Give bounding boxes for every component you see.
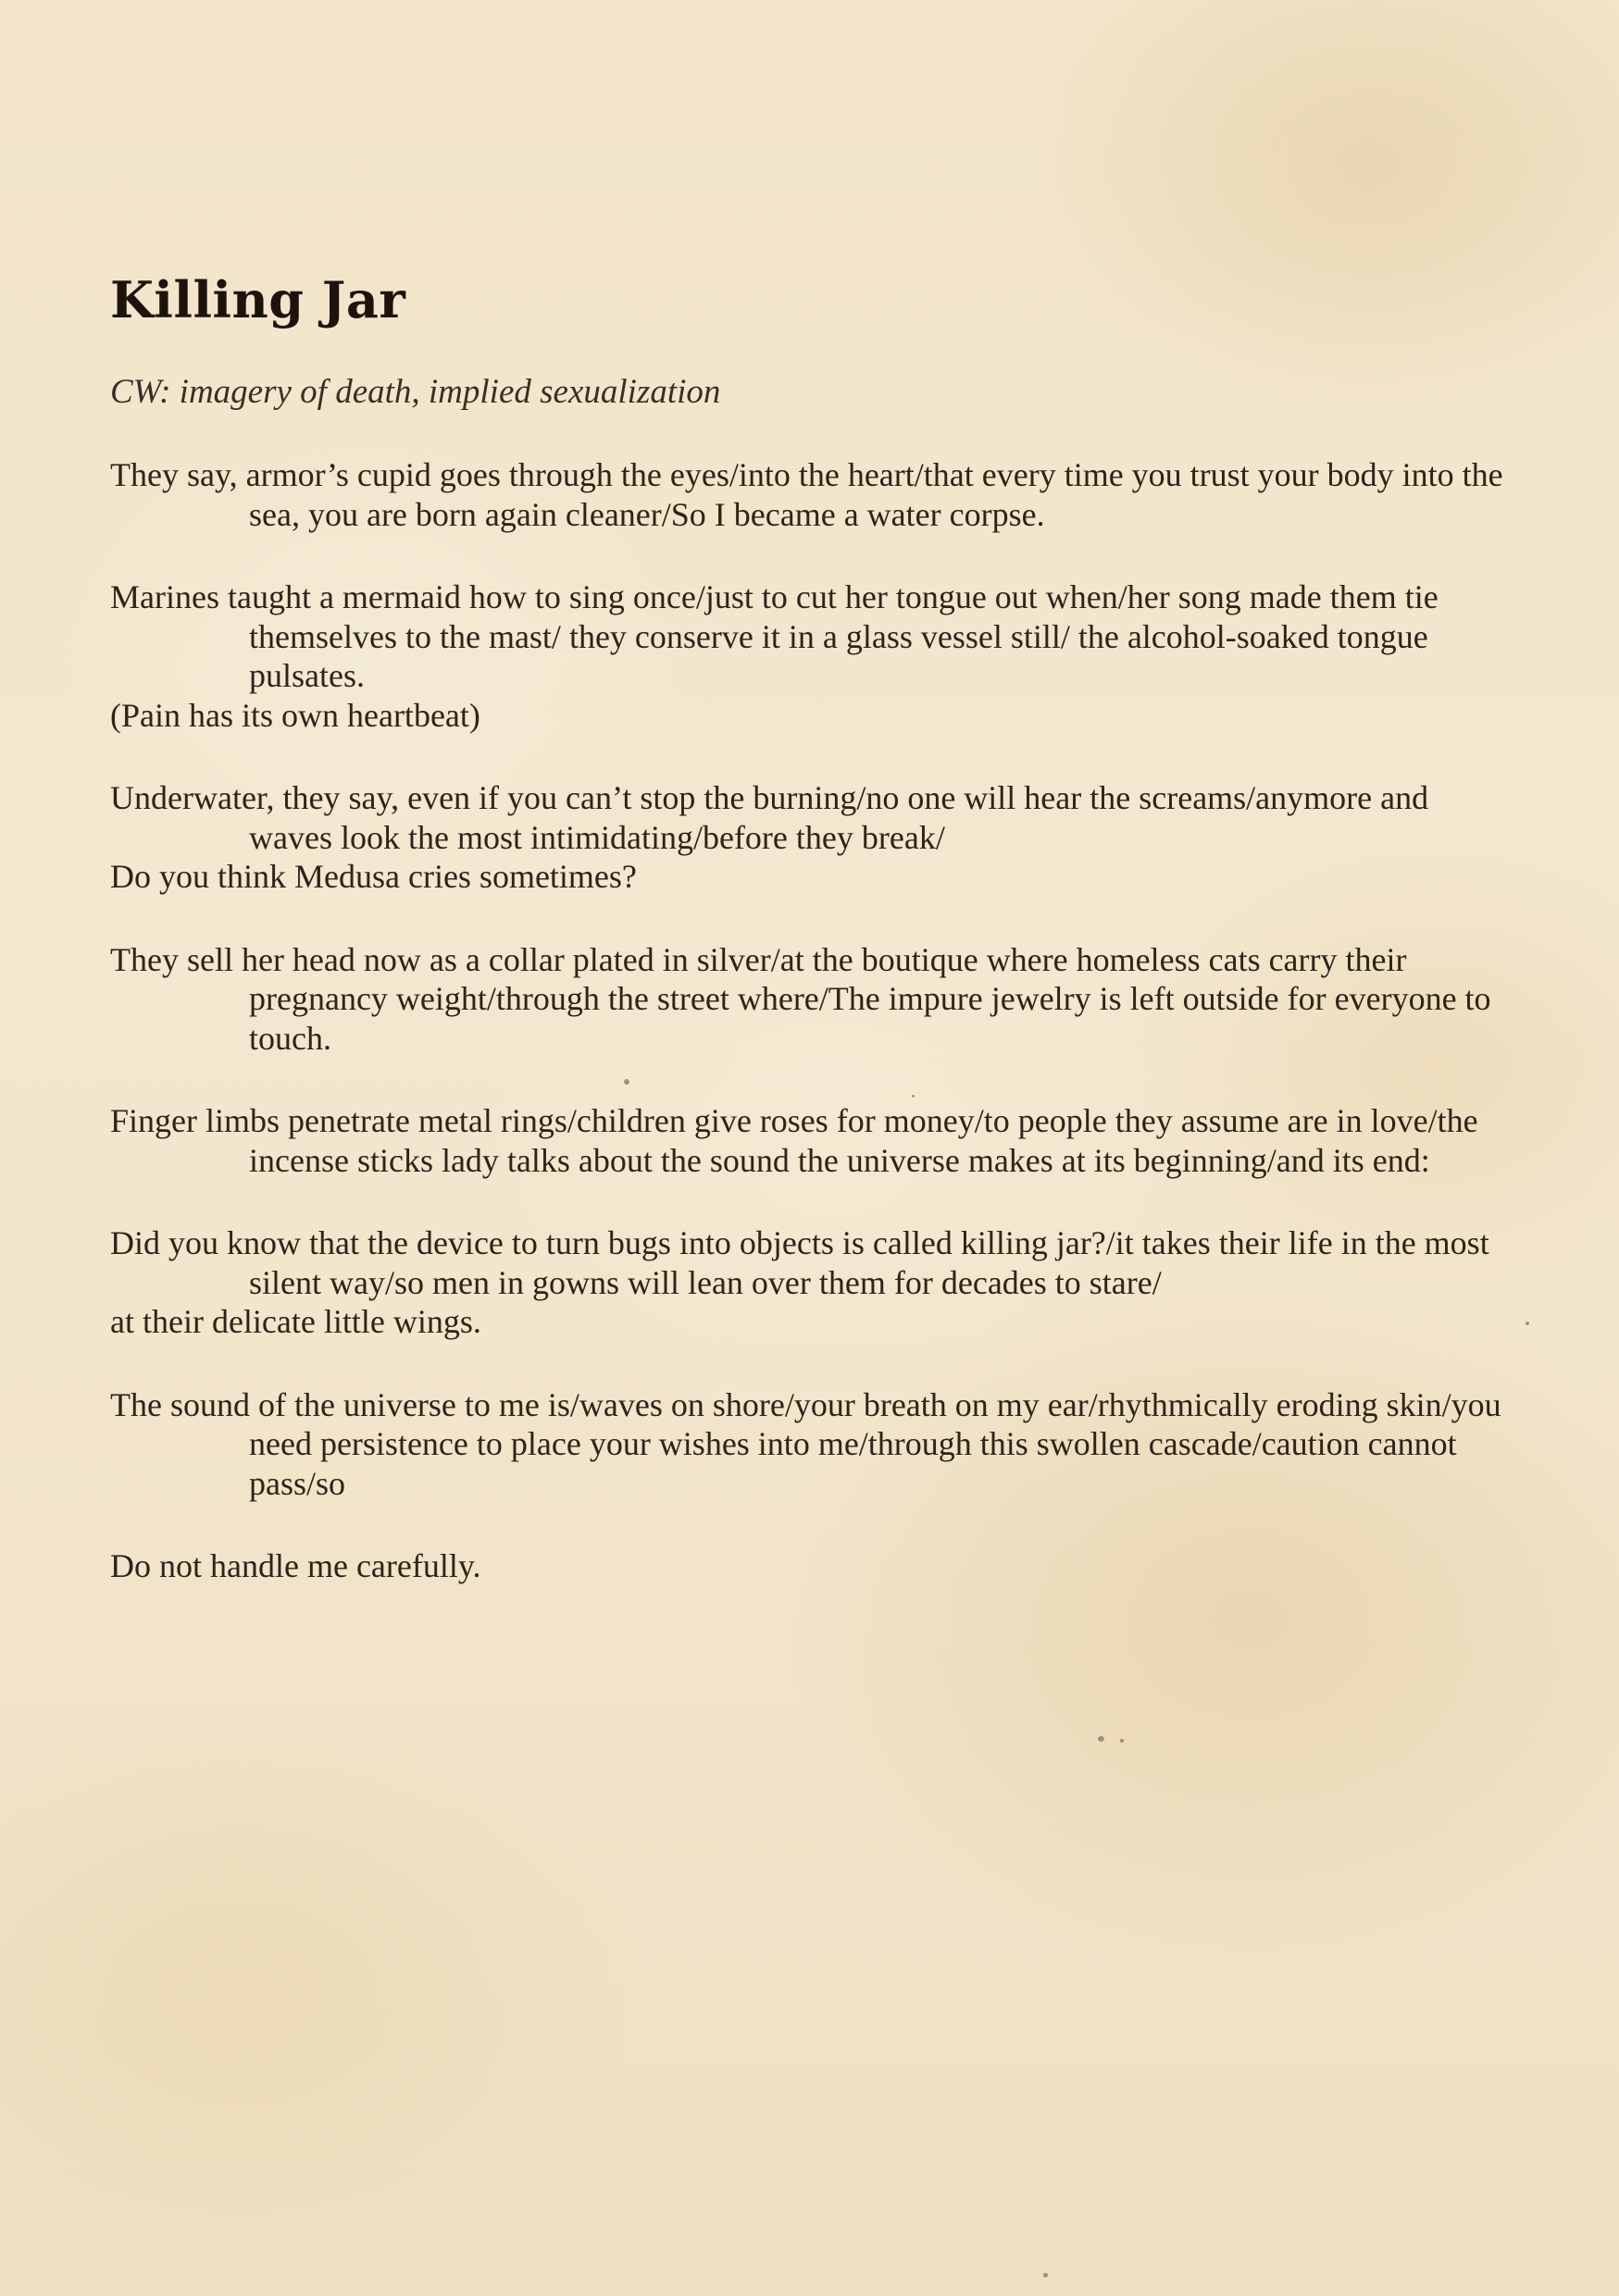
stanza-line: Finger limbs penetrate metal rings/children give roses for money/to people they assume are in love/the incense sticks lady talks about the sound the universe makes at its beginning/and its end: xyxy=(110,1102,1478,1179)
stanza-8 xyxy=(110,1546,1517,1586)
stanza-7 xyxy=(110,1385,1517,1504)
stanza-4 xyxy=(110,940,1517,1059)
paper-speck xyxy=(1120,1739,1124,1743)
paper-speck xyxy=(912,1095,915,1098)
stanza-line: They say, armor’s cupid goes through the eyes/into the heart/that every time you trust your body into the sea, you are born again cleaner/So I became a water corpse. xyxy=(110,456,1503,533)
stanza-line: Did you know that the device to turn bugs into objects is called killing jar?/it takes their life in the most silent way/so men in gowns will lean over them for decades to stare/ xyxy=(110,1224,1489,1301)
content-warning: CW: imagery of death, implied sexualization xyxy=(110,373,721,411)
paper-speck xyxy=(624,1079,629,1085)
poem-title: Killing Jar xyxy=(110,270,406,329)
paper-speck xyxy=(1043,2273,1048,2277)
stanza-line: (Pain has its own heartbeat) xyxy=(110,696,480,734)
poem-body xyxy=(110,455,1517,1630)
stanza-2 xyxy=(110,577,1517,735)
stanza-line: Do not handle me carefully. xyxy=(110,1547,481,1584)
stanza-line: at their delicate little wings. xyxy=(110,1303,481,1340)
stanza-6 xyxy=(110,1223,1517,1342)
paper-speck xyxy=(1526,1322,1529,1325)
stanza-1 xyxy=(110,455,1517,534)
stanza-line: Do you think Medusa cries sometimes? xyxy=(110,858,637,895)
stanza-line: Underwater, they say, even if you can’t stop the burning/no one will hear the screams/anymore and waves look the most intimidating/before they break/ xyxy=(110,779,1429,856)
stanza-5 xyxy=(110,1101,1517,1180)
stanza-line: They sell her head now as a collar plated in silver/at the boutique where homeless cats carry their pregnancy weight/through the street where/The impure jewelry is left outside for everyone to touch. xyxy=(110,940,1491,1057)
stanza-3 xyxy=(110,778,1517,897)
stanza-line: The sound of the universe to me is/waves on shore/your breath on my ear/rhythmically eroding skin/you need persistence to place your wishes into me/through this swollen cascade/caution cannot pass/so xyxy=(110,1385,1501,1502)
stanza-line: Marines taught a mermaid how to sing once/just to cut her tongue out when/her song made them tie themselves to the mast/ they conserve it in a glass vessel still/ the alcohol-soaked tongue pulsates. xyxy=(110,578,1438,694)
paper-speck xyxy=(1098,1736,1104,1742)
